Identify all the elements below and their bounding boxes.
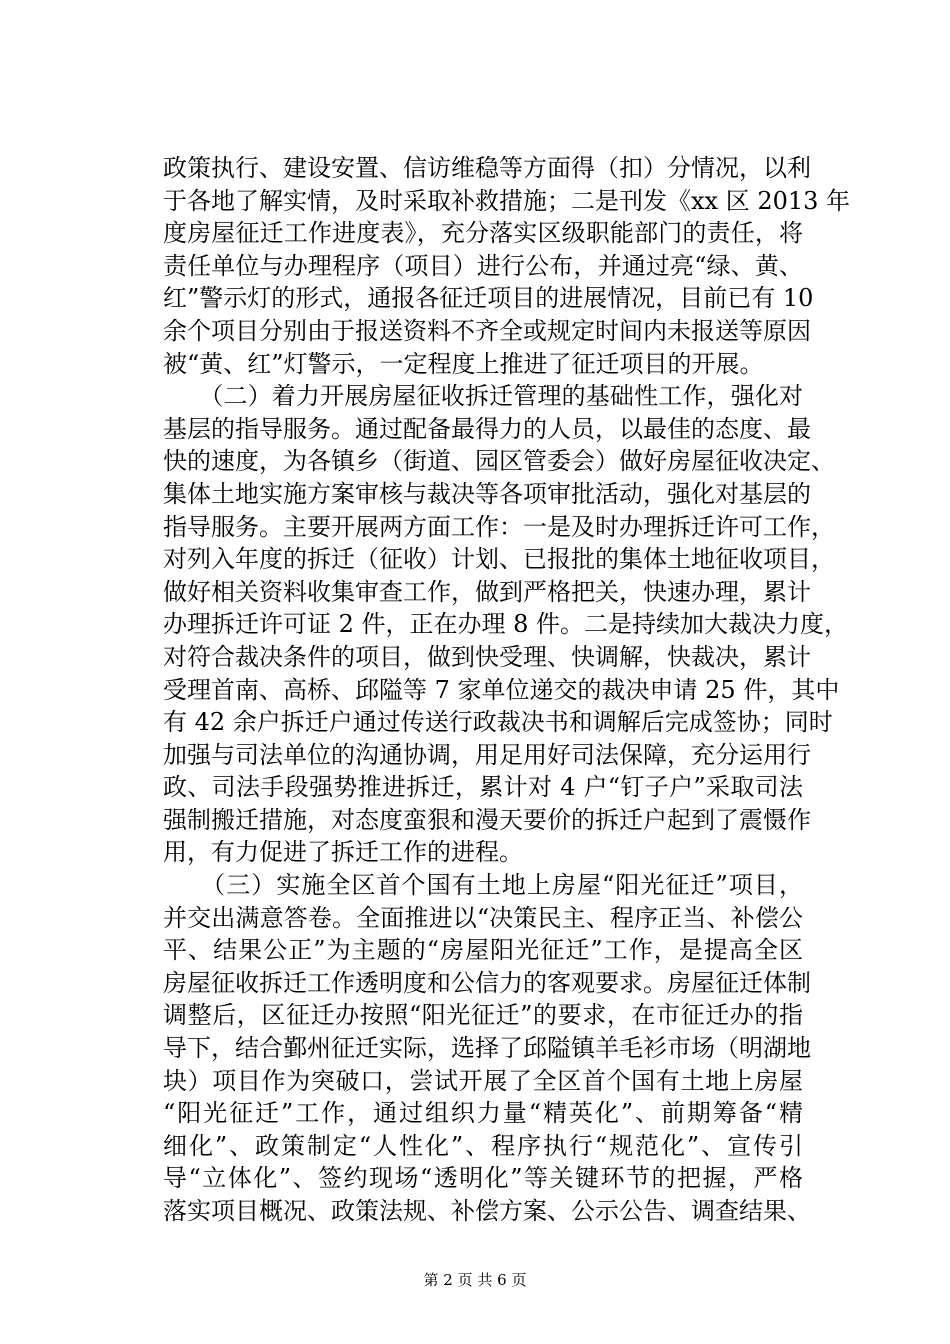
text-line: 用，有力促进了拆迁工作的进程。 — [163, 838, 523, 867]
text-line: 并交出满意答卷。全面推进以“决策民主、程序正当、补偿公 — [163, 903, 803, 932]
text-line: 被“黄、红”灯警示，一定程度上推进了征迁项目的开展。 — [163, 349, 764, 378]
text-line: 细化”、政策制定“人性化”、程序执行“规范化”、宣传引 — [163, 1131, 803, 1160]
text-line: “阳光征迁”工作，通过组织力量“精英化”、前期筹备“精 — [163, 1099, 803, 1128]
text-line: 落实项目概况、政策法规、补偿方案、公示公告、调查结果、 — [163, 1197, 811, 1225]
text-line: 导下，结合鄞州征迁实际，选择了邱隘镇羊毛衫市场（明湖地 — [163, 1034, 811, 1063]
text-line: 基层的指导服务。通过配备最得力的人员，以最佳的态度、最 — [163, 414, 811, 443]
text-line: 红”警示灯的形式，通报各征迁项目的进展情况，目前已有 10 — [163, 284, 814, 313]
text-line: 房屋征收拆迁工作透明度和公信力的客观要求。房屋征迁体制 — [163, 968, 811, 997]
text-line: 强制搬迁措施，对态度蛮狠和漫天要价的拆迁户起到了震慑作 — [163, 805, 811, 834]
text-line: 政、司法手段强势推进拆迁，累计对 4 户“钉子户”采取司法 — [163, 773, 803, 802]
text-line: 于各地了解实情，及时采取补救措施；二是刊发《xx 区 2013 年 — [163, 186, 851, 215]
text-line: 度房屋征迁工作进度表》，充分落实区级职能部门的责任，将 — [163, 219, 803, 248]
text-line: 集体土地实施方案审核与裁决等各项审批活动，强化对基层的 — [163, 479, 811, 508]
document-body — [163, 152, 851, 1228]
text-line: 有 42 余户拆迁户通过传送行政裁决书和调解后完成签协；同时 — [163, 708, 833, 737]
text-line: （二）着力开展房屋征收拆迁管理的基础性工作，强化对 — [163, 382, 803, 411]
text-line: 办理拆迁许可证 2 件，正在办理 8 件。二是持续加大裁决力度， — [163, 610, 849, 639]
text-line: 对列入年度的拆迁（征收）计划、已报批的集体土地征收项目， — [163, 545, 835, 574]
text-line: 块）项目作为突破口，尝试开展了全区首个国有土地上房屋 — [163, 1066, 803, 1095]
text-line: 余个项目分别由于报送资料不齐全或规定时间内未报送等原因 — [163, 316, 811, 345]
text-line: 导“立体化”、签约现场“透明化”等关键环节的把握，严格 — [163, 1164, 803, 1193]
text-line: （三）实施全区首个国有土地上房屋“阳光征迁”项目， — [163, 871, 803, 900]
text-line: 责任单位与办理程序（项目）进行公布，并通过亮“绿、黄、 — [163, 251, 803, 280]
page-number-footer: 第 2 页 共 6 页 — [423, 1271, 527, 1289]
text-line: 对符合裁决条件的项目，做到快受理、快调解，快裁决，累计 — [163, 642, 811, 671]
text-line: 快的速度，为各镇乡（街道、园区管委会）做好房屋征收决定、 — [163, 447, 835, 476]
text-line: 政策执行、建设安置、信访维稳等方面得（扣）分情况，以利 — [163, 154, 811, 182]
text-line: 做好相关资料收集审查工作，做到严格把关，快速办理，累计 — [163, 577, 811, 606]
text-line: 平、结果公正”为主题的“房屋阳光征迁”工作，是提高全区 — [163, 936, 803, 965]
text-line: 加强与司法单位的沟通协调，用足用好司法保障，充分运用行 — [163, 740, 811, 769]
text-line: 调整后，区征迁办按照“阳光征迁”的要求，在市征迁办的指 — [163, 1001, 803, 1030]
text-line: 指导服务。主要开展两方面工作：一是及时办理拆迁许可工作， — [163, 512, 835, 541]
text-line: 受理首南、高桥、邱隘等 7 家单位递交的裁决申请 25 件，其中 — [163, 675, 840, 704]
